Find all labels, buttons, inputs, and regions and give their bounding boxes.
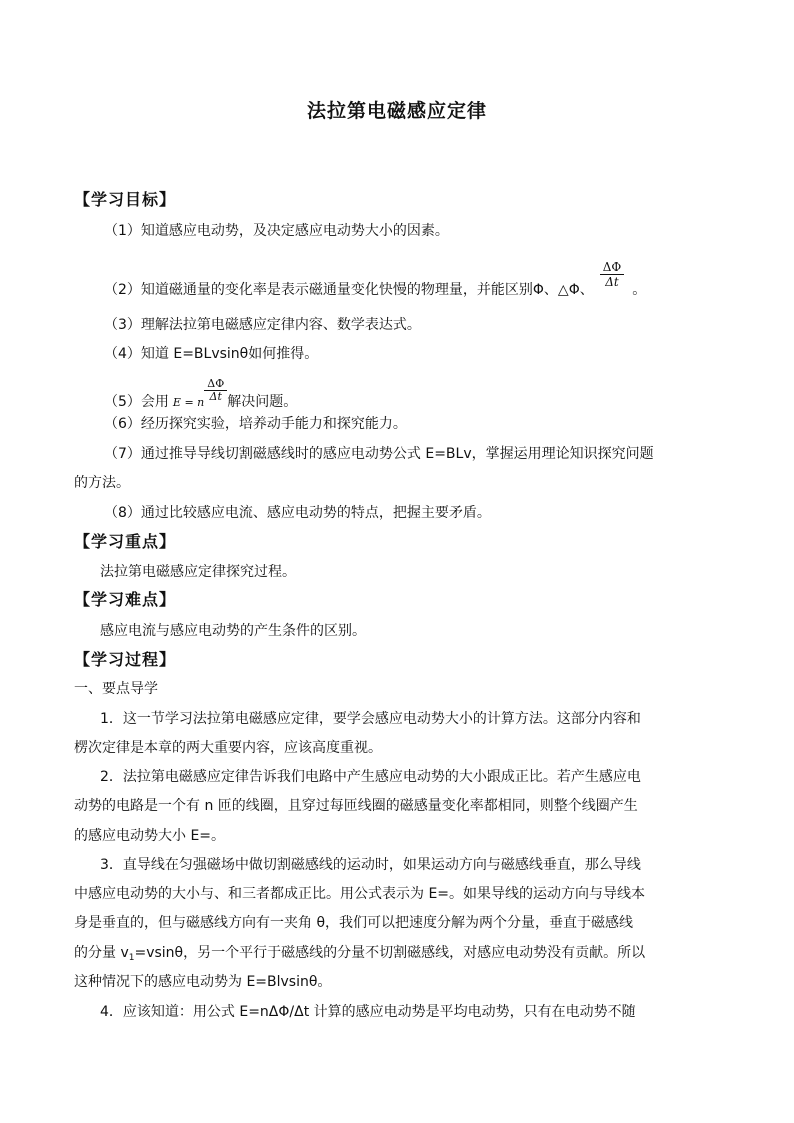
point-3-line-4-b: =vsinθ，另一个平行于磁感线的分量不切割磁感线，对感应电动势没有贡献。所以 (134, 945, 646, 961)
page-title: 法拉第电磁感应定律 (306, 100, 487, 122)
point-4-line-1: 4．应该知道：用公式 E=nΔΦ/Δt 计算的感应电动势是平均电动势，只有在电动势不随 (100, 1004, 636, 1020)
fraction-denominator: Δt (605, 275, 619, 289)
objective-7-line-1: （7）通过推导导线切割磁感线时的感应电动势公式 E=BLv，掌握运用理论知识探究问题 (104, 446, 654, 462)
objective-8: （8）通过比较感应电流、感应电动势的特点，把握主要矛盾。 (104, 505, 491, 521)
faraday-numerator: ΔΦ (204, 378, 227, 391)
objective-5-prefix: （5）会用 (104, 394, 169, 410)
faraday-denominator: Δt (209, 390, 222, 403)
objective-3: （3）理解法拉第电磁感应定律内容、数学表达式。 (104, 317, 421, 333)
point-3-line-1: 3．直导线在匀强磁场中做切割磁感线的运动时，如果运动方向与磁感线垂直，那么导线 (100, 857, 641, 873)
section-1-title: 一、要点导学 (74, 681, 158, 697)
objective-2-end: 。 (632, 282, 647, 298)
point-3-line-5: 这种情况下的感应电动势为 E=Blvsinθ。 (74, 974, 332, 990)
point-1-line-1: 1．这一节学习法拉第电磁感应定律，要学会感应电动势大小的计算方法。这部分内容和 (100, 711, 641, 727)
objective-2-text: （2）知道磁通量的变化率是表示磁通量变化快慢的物理量，并能区别Φ、△Φ、 (104, 282, 594, 298)
faraday-equation: E = n (172, 396, 205, 409)
objectives-heading: 【学习目标】 (74, 190, 177, 209)
point-1-line-2: 楞次定律是本章的两大重要内容，应该高度重视。 (74, 740, 382, 756)
point-3-line-4-a: 的分量 v (74, 945, 129, 961)
point-2-line-2: 动势的电路是一个有 n 匝的线圈，且穿过每匝线圈的磁感量变化率都相同，则整个线圈产生 (74, 798, 638, 814)
objective-6: （6）经历探究实验，培养动手能力和探究能力。 (104, 416, 407, 432)
point-3-line-2: 中感应电动势的大小与、和三者都成正比。用公式表示为 E=。如果导线的运动方向与导线本 (74, 886, 646, 902)
objective-1: （1）知道感应电动势，及决定感应电动势大小的因素。 (104, 223, 449, 239)
objective-5 (104, 378, 297, 413)
key-point-heading: 【学习重点】 (74, 532, 177, 551)
point-2-line-3: 的感应电动势大小 E=。 (74, 828, 226, 844)
delta-phi-over-delta-t-fraction (600, 260, 625, 289)
fraction-numerator: ΔΦ (600, 260, 625, 275)
objective-4: （4）知道 E=BLvsinθ如何推得。 (104, 346, 319, 362)
key-point-text: 法拉第电磁感应定律探究过程。 (100, 564, 296, 580)
objective-5-suffix: 解决问题。 (227, 394, 298, 410)
difficulty-heading: 【学习难点】 (74, 590, 177, 609)
velocity-subscript: 1 (128, 953, 135, 963)
difficulty-text: 感应电流与感应电动势的产生条件的区别。 (100, 623, 366, 639)
objective-2 (104, 260, 646, 300)
point-2-line-1: 2．法拉第电磁感应定律告诉我们电路中产生感应电动势的大小跟成正比。若产生感应电 (100, 769, 641, 785)
point-3-line-4 (74, 943, 645, 968)
process-heading: 【学习过程】 (74, 650, 177, 669)
objective-7-line-2: 的方法。 (74, 475, 130, 491)
point-3-line-3: 身是垂直的，但与磁感线方向有一夹角 θ，我们可以把速度分解为两个分量，垂直于磁感线 (74, 915, 634, 931)
faraday-fraction (204, 378, 227, 403)
